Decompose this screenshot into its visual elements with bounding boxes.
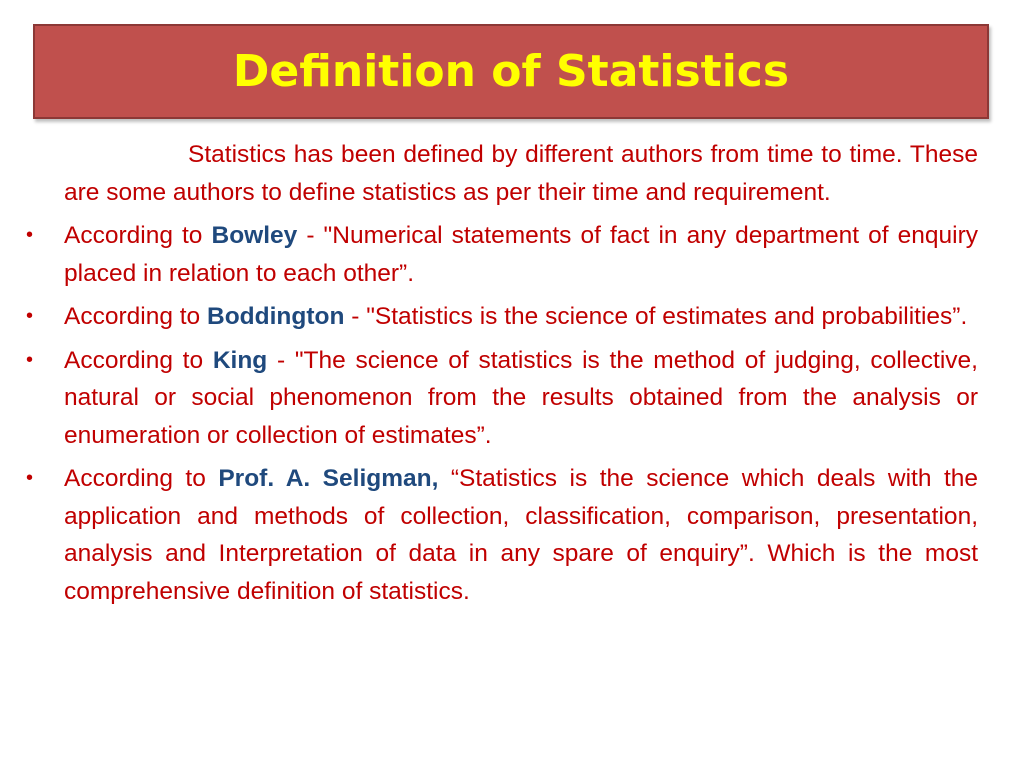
slide-body	[26, 136, 979, 616]
author-name: Prof. A. Seligman,	[218, 465, 439, 492]
bullet-icon: •	[26, 305, 34, 327]
intro-paragraph: Statistics has been defined by different authors from time to time. These are some authors to define statistics as per their time and requirement.	[64, 141, 978, 206]
definition-text: - "The science of statistics is the method of judging, collective, natural or social phenomenon from the results obtained from the analysis or enumeration or collection of estimates”.	[64, 346, 978, 449]
definition-prefix: According to	[64, 303, 207, 330]
title-banner	[33, 24, 989, 119]
author-name: Boddington	[207, 303, 345, 330]
definition-prefix: According to	[64, 346, 213, 374]
definition-prefix: According to	[64, 222, 212, 249]
definition-prefix: According to	[64, 465, 219, 492]
definition-text: - "Statistics is the science of estimates and probabilities”.	[344, 303, 968, 330]
definition-item-king	[26, 342, 978, 455]
definition-text: - "Numerical statements of fact in any department of enquiry placed in relation to each other”.	[64, 222, 979, 287]
bullet-icon: •	[26, 348, 34, 371]
author-name: Bowley	[211, 222, 298, 249]
definition-item-bowley	[26, 217, 979, 292]
definition-item-seligman	[26, 460, 979, 610]
slide-title: Definition of Statistics	[232, 46, 790, 97]
definition-text: “Statistics is the science which deals with the application and methods of collection, classification, comparison, presentation, analysis and Interpretation of data in any spare of enquiry”. Which is the most comprehensive definition of statistics.	[64, 465, 979, 605]
author-name: King	[212, 346, 268, 374]
definition-item-boddington	[26, 298, 978, 336]
bullet-icon: •	[26, 224, 34, 246]
bullet-icon: •	[26, 467, 34, 489]
